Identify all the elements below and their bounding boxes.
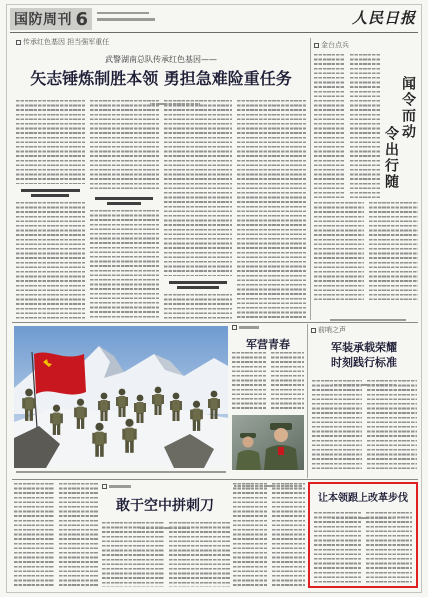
article-body-text <box>369 202 419 300</box>
column-tag-text <box>239 326 259 328</box>
article-body-text <box>272 483 306 587</box>
text-column <box>271 352 305 412</box>
article-body-text <box>314 512 361 584</box>
text-column <box>16 100 85 320</box>
section-title: 国防周刊 <box>14 12 72 28</box>
photo-caption <box>16 471 226 473</box>
text-column <box>90 100 159 320</box>
issue-info-line <box>97 12 149 14</box>
article-body-text <box>314 54 345 198</box>
text-column <box>367 380 417 472</box>
text-column <box>314 54 345 198</box>
article-subhead <box>164 278 233 292</box>
commentary-headline-line-2: 令出行随 <box>383 126 399 190</box>
feature-column-tag <box>232 325 259 330</box>
text-column <box>102 522 164 587</box>
highlighted-headline: 让本领跟上改革步伐 <box>318 493 408 504</box>
lead-headline: 矢志锤炼制胜本领 勇担急难险重任务 <box>30 69 292 88</box>
text-column <box>164 100 233 320</box>
byline-line <box>330 319 406 321</box>
lead-column-tag-text: 传承红色基因 担当强军重任 <box>23 38 110 46</box>
text-column <box>233 483 267 587</box>
column-marker-icon <box>102 484 107 489</box>
feature-small-photo-image <box>232 415 304 470</box>
text-column <box>369 202 419 300</box>
lead-article-body <box>16 100 306 320</box>
lead-kicker: 武警湖南总队传承红色基因—— <box>105 55 217 64</box>
text-column <box>169 522 231 587</box>
column-marker-icon <box>311 328 316 333</box>
bottom-headline: 敢于空中拼刺刀 <box>116 498 214 514</box>
header-rule <box>10 32 418 33</box>
column-marker-icon <box>232 325 237 330</box>
commentary-column-tag <box>314 40 349 50</box>
text-column <box>314 202 364 300</box>
column-divider <box>310 38 311 320</box>
article-body-text <box>271 352 305 412</box>
text-column <box>59 483 99 587</box>
outpost-column-tag-text: 前哨之声 <box>318 326 346 334</box>
text-column <box>14 483 54 587</box>
article-body-text <box>16 100 85 184</box>
page-number: 6 <box>75 8 88 30</box>
commentary-body-top <box>314 54 380 198</box>
feature-photo <box>14 326 228 468</box>
issue-info-line <box>97 18 155 20</box>
article-subhead <box>90 194 159 208</box>
section-rule <box>12 322 418 323</box>
column-marker-icon <box>16 40 21 45</box>
column-tag-text <box>109 485 131 487</box>
feature-body <box>232 352 304 412</box>
bottom-left-body <box>14 483 98 587</box>
text-column <box>232 352 266 412</box>
article-body-text <box>232 352 266 412</box>
article-subhead <box>16 186 85 200</box>
feature-small-photo <box>232 415 304 470</box>
commentary-headline-line-1: 闻令而动 <box>400 76 416 140</box>
newspaper-logo: 人民日报 <box>351 9 416 27</box>
article-body-text <box>16 202 85 320</box>
caption-line <box>16 471 226 473</box>
lead-column-tag <box>16 37 109 47</box>
text-column <box>237 100 306 320</box>
section-rule <box>12 479 418 480</box>
article-body-text <box>102 522 164 587</box>
highlighted-story-frame[interactable] <box>308 482 418 588</box>
text-column <box>312 380 362 472</box>
article-body-text <box>169 522 231 587</box>
article-body-text <box>90 210 159 320</box>
article-body-text <box>237 100 306 320</box>
commentary-column-tag-text: 金台点兵 <box>321 41 349 49</box>
highlighted-body <box>314 512 412 584</box>
text-column <box>350 54 381 198</box>
article-body-text <box>366 512 413 584</box>
article-body-text <box>59 483 99 587</box>
article-body-text <box>312 380 362 472</box>
text-column <box>314 512 361 584</box>
column-marker-icon <box>314 43 319 48</box>
commentary-body-bottom <box>314 202 418 300</box>
article-body-text <box>164 100 233 276</box>
text-column <box>366 512 413 584</box>
section-header <box>10 8 92 30</box>
article-body-text <box>350 54 381 198</box>
outpost-headline-line-2: 时刻践行标准 <box>331 356 397 369</box>
outpost-column-tag <box>311 325 346 335</box>
article-body-text <box>14 483 54 587</box>
feature-headline: 军营青春 <box>246 338 290 351</box>
outpost-body <box>312 380 417 472</box>
article-body-text <box>314 202 364 300</box>
article-body-text <box>90 100 159 192</box>
bottom-story-body <box>102 522 230 587</box>
feature-photo-image <box>14 326 228 468</box>
article-body-text <box>164 294 233 320</box>
text-column <box>272 483 306 587</box>
column-divider <box>307 324 308 478</box>
issue-info <box>97 12 157 21</box>
bottom-column-tag <box>102 484 131 489</box>
outpost-headline-line-1: 军装承载荣耀 <box>331 341 397 354</box>
bottom-middle-body <box>233 483 305 587</box>
article-body-text <box>367 380 417 472</box>
article-body-text <box>233 483 267 587</box>
